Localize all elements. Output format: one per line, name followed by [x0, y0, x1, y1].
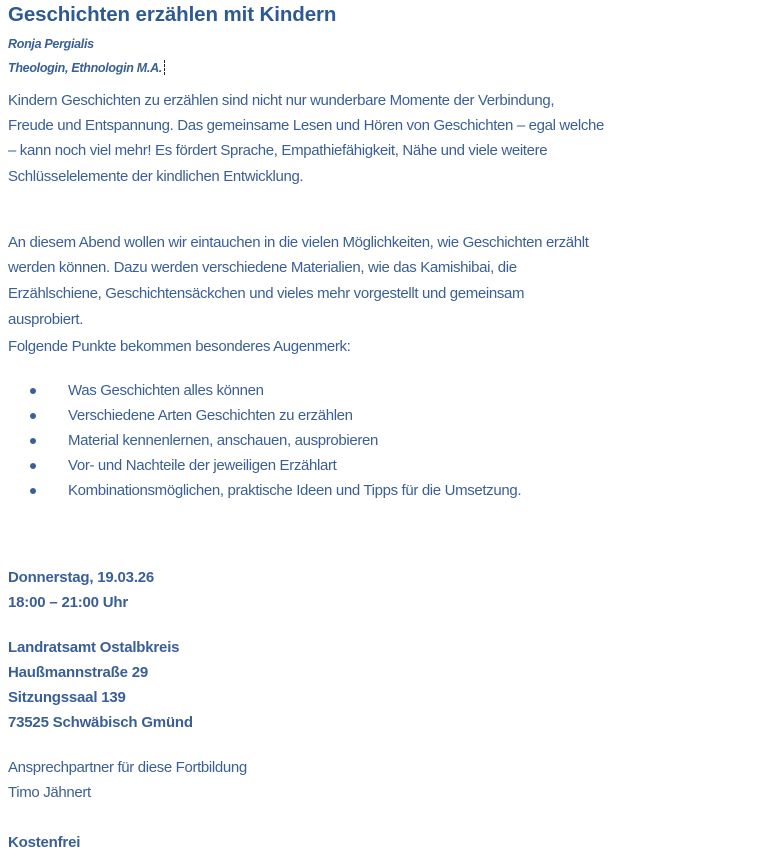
bullet-icon: [30, 413, 36, 419]
paragraph-line: ausprobiert.: [8, 311, 84, 328]
paragraph-line: – kann noch viel mehr! Es fördert Sprache, Empathiefähigkeit, Nähe und viele weitere: [8, 142, 548, 159]
bullet-icon: [30, 438, 36, 444]
paragraph-line: werden können. Dazu werden verschiedene Materialien, wie das Kamishibai, die: [8, 259, 517, 276]
contact-label: Ansprechpartner für diese Fortbildung: [8, 759, 247, 776]
location-line: Haußmannstraße 29: [8, 664, 148, 681]
location-line: Landratsamt Ostalbkreis: [8, 639, 180, 656]
paragraph-line: Schlüsselelemente der kindlichen Entwicklung.: [8, 168, 304, 185]
list-item: Kombinationsmöglichen, praktische Ideen und Tipps für die Umsetzung.: [68, 482, 522, 499]
list-item: Verschiedene Arten Geschichten zu erzählen: [68, 407, 353, 424]
list-item: Vor- und Nachteile der jeweiligen Erzählart: [68, 457, 337, 474]
list-item: Was Geschichten alles können: [68, 382, 264, 399]
bullet-icon: [30, 488, 36, 494]
paragraph-line: Freude und Entspannung. Das gemeinsame Lesen und Hören von Geschichten – egal welche: [8, 117, 605, 134]
focus-intro: Folgende Punkte bekommen besonderes Augenmerk:: [8, 338, 351, 355]
contact-name: Timo Jähnert: [8, 784, 91, 801]
location-line: 73525 Schwäbisch Gmünd: [8, 714, 193, 731]
cost-label: Kostenfrei: [8, 834, 81, 851]
author-name: Ronja Pergialis: [8, 37, 94, 51]
list-item: Material kennenlernen, anschauen, ausprobieren: [68, 432, 378, 449]
paragraph-line: Kindern Geschichten zu erzählen sind nicht nur wunderbare Momente der Verbindung,: [8, 92, 555, 109]
event-time: 18:00 – 21:00 Uhr: [8, 594, 129, 611]
document-title: Geschichten erzählen mit Kindern: [8, 3, 337, 26]
event-date: Donnerstag, 19.03.26: [8, 569, 155, 586]
author-role-line: [8, 60, 166, 76]
location-line: Sitzungssaal 139: [8, 689, 126, 706]
bullet-icon: [30, 388, 36, 394]
author-role: Theologin, Ethnologin M.A.: [8, 61, 162, 75]
paragraph-line: An diesem Abend wollen wir eintauchen in die vielen Möglichkeiten, wie Geschichten erzählt: [8, 234, 589, 251]
bullet-icon: [30, 463, 36, 469]
text-cursor: [164, 60, 166, 75]
paragraph-line: Erzählschiene, Geschichtensäckchen und vieles mehr vorgestellt und gemeinsam: [8, 285, 525, 302]
